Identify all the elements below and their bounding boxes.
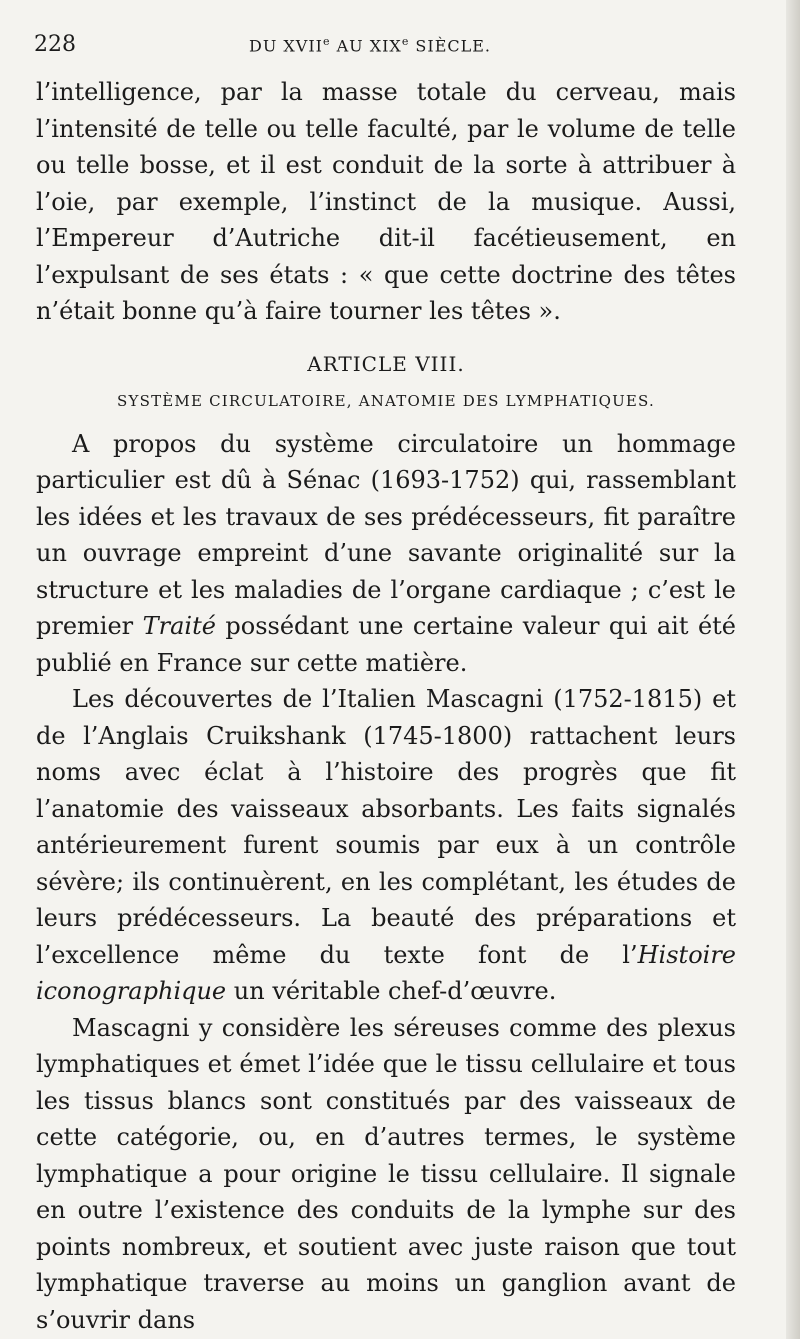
article-subtitle: SYSTÈME CIRCULATOIRE, ANATOMIE DES LYMPHATIQUES.	[117, 391, 655, 410]
running-title-superscript-2: e	[401, 35, 410, 48]
paragraph-senac-text: A propos du système circulatoire un hommage particulier est dû à Sénac (1693-1752) qui, rassemblant les idées et les travaux de ses prédécesseurs, fit paraître un ouvrage empreint d’une savante originalité sur la structure et les maladies de l’organe cardiaque ; c’est le premier	[36, 429, 736, 640]
paragraph-mascagni-italic: Histoire iconographique	[36, 940, 736, 1005]
page-number: 228	[34, 32, 76, 57]
paragraph-senac	[36, 426, 736, 682]
running-title	[249, 35, 491, 55]
page-edge-shadow	[786, 0, 800, 1339]
running-title-superscript-1: e	[322, 35, 331, 48]
paragraph-mascagni-sereuses: Mascagni y considère les séreuses comme des plexus lymphatiques et émet l’idée que le tissu cellulaire et tous les tissus blancs sont constitués par des vaisseaux de cette catégorie, ou, en d’autres termes, le système lymphatique a pour origine le tissu cellulaire. Il signale en outre l’existence des conduits de la lymphe sur des points nombreux, et soutient avec juste raison que tout lymphatique traverse au moins un ganglion avant de s’ouvrir dans	[36, 1013, 736, 1334]
paragraph-mascagni-text: Les découvertes de l’Italien Mascagni (1752-1815) et de l’Anglais Cruikshank (1745-1800) rattachent leurs noms avec éclat à l’histoire des progrès que fit l’anatomie des vaisseaux absorbants. Les faits signalés antérieurement furent soumis par eux à un contrôle sévère; ils continuèrent, en les complétant, les études de leurs prédécesseurs. La beauté des préparations et l’excellence même du texte font de l’	[36, 685, 736, 969]
paragraph-senac-text-end: possédant une certaine valeur qui ait été publié en France sur cette matière.	[36, 612, 737, 677]
page-body	[36, 74, 736, 1338]
paragraph-mascagni-cruikshank	[36, 681, 736, 1010]
page-header	[34, 32, 734, 62]
paragraph-gall-continuation: l’intelligence, par la masse totale du cerveau, mais l’intensité de telle ou telle faculté, par le volume de telle ou telle bosse, et il est conduit de la sorte à attribuer à l’oie, par exemple, l’instinct de la musique. Aussi, l’Empereur d’Autriche dit-il facétieusement, en l’expulsant de ses états : « que cette doctrine des têtes n’était bonne qu’à faire tourner les têtes ».	[36, 78, 736, 325]
paragraph-mascagni-text-end: un véritable chef-d’œuvre.	[226, 977, 557, 1005]
article-title: ARTICLE VIII.	[307, 351, 465, 376]
paragraph-senac-italic: Traité	[142, 612, 216, 640]
running-title-suffix: SIÈCLE.	[409, 36, 492, 56]
running-title-middle: AU XIX	[330, 36, 402, 56]
running-title-prefix: DU XVII	[249, 36, 323, 56]
